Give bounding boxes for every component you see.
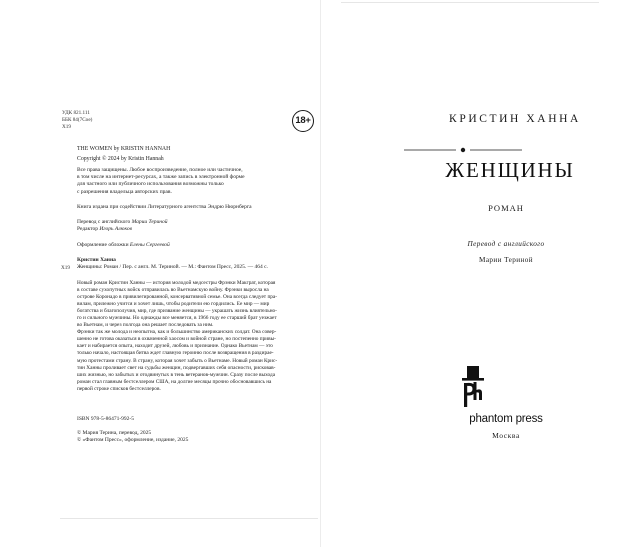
annotation-line: первой строке списков бестселлеров. bbox=[77, 385, 161, 392]
annotation-line: во Вьетнам, и через полгода она решает последовать за ним. bbox=[77, 322, 214, 329]
annotation-line: Фрэнки так же молода и неопытна, как и большинство американских солдат. Она совер- bbox=[77, 329, 277, 336]
ornamental-rule bbox=[404, 147, 522, 153]
translated-from-note: Перевод с английского bbox=[467, 240, 545, 248]
udk-line: УДК 821.111 bbox=[62, 110, 90, 116]
translator-name-title: Марии Териной bbox=[479, 256, 533, 264]
annotation-line: шенно не готова оказаться в охваченной хаосом и войной стране, но постепенно привы- bbox=[77, 336, 276, 343]
translator-label: Перевод с английского bbox=[77, 219, 132, 225]
page-bottom-line bbox=[60, 518, 318, 519]
copyright-line: © Мария Терина, перевод, 2025 bbox=[77, 430, 152, 436]
copyright-lines bbox=[77, 430, 317, 444]
annotation-line: роман стал главным бестселлером США, на долгие месяцы прочно обосновавшись на bbox=[77, 378, 272, 385]
design-label: Оформление обложки bbox=[77, 242, 130, 248]
translator-credits bbox=[77, 219, 317, 233]
annotation-line: тин Ханны проливает свет на судьбы женщин, подвергавших себя опасности, рисковав- bbox=[77, 364, 276, 371]
bbk-line: ББК 84(7Сое) bbox=[62, 117, 93, 123]
udk-block bbox=[62, 110, 92, 131]
annotation-line: острове Коронадо в привилегированной, консервативной семье. Она всегда следует пра- bbox=[77, 294, 278, 301]
annotation-line: кает и набирается опыта, находит друзей, любовь и признание. Однако Вьетнам — это bbox=[77, 343, 273, 350]
editor-label: Редактор bbox=[77, 226, 100, 233]
phantom-press-logo-icon bbox=[461, 366, 485, 408]
publisher-name: phantom press bbox=[469, 413, 543, 425]
author-code-line: Х19 bbox=[62, 124, 71, 130]
original-title: THE WOMEN by KRISTIN HANNAH bbox=[77, 146, 171, 152]
rights-line: Все права защищены. Любое воспроизведение, полное или частичное, bbox=[77, 167, 243, 173]
bib-code: Х19 bbox=[61, 265, 70, 271]
publication-city: Москва bbox=[492, 431, 520, 440]
age-rating-badge: 18+ bbox=[292, 110, 314, 132]
rights-line: в том числе на интернет-ресурсах, а также запись в электронной форме bbox=[77, 174, 245, 181]
agency-note: Книга издана при содействии Литературного агентства Эндрю Нюрнберга bbox=[77, 204, 252, 210]
bibliographic-record bbox=[77, 257, 317, 271]
annotation-line: богатства и благополучия, мир, где призвание женщины — украшать жизнь влиятельно- bbox=[77, 308, 277, 315]
annotation-line: Новый роман Кристин Ханны — история молодой медсестры Фрэнки Макграт, которая bbox=[77, 280, 276, 286]
annotation bbox=[77, 280, 317, 393]
bib-author: Кристин Ханна bbox=[77, 257, 116, 263]
annotation-line: го и сильного мужчины. Но однажды все меняется, в 1966 году ее старший брат уезжает bbox=[77, 315, 277, 322]
rights-line: с разрешения владельца авторских прав. bbox=[77, 188, 172, 195]
page-top-line bbox=[341, 2, 599, 3]
original-copyright: Copyright © 2024 by Kristin Hannah bbox=[77, 156, 164, 162]
annotation-line: вилам, прилежно учится и хочет лишь, чтобы родители ею гордились. Ее мир — мир bbox=[77, 301, 270, 308]
annotation-line: мую протестами страну. В страну, которая хочет забыть о Вьетнаме. Новый роман Крис- bbox=[77, 357, 278, 364]
cover-design-credit bbox=[77, 242, 317, 249]
bib-description: Женщины: Роман / Пер. с англ. М. Териной. — М.: Фантом Пресс, 2025. — 464 с. bbox=[77, 264, 268, 271]
isbn: ISBN 978-5-86471-992-5 bbox=[77, 416, 134, 422]
annotation-line: ших жизнью, но забытых и отодвинутых в тень ветеранов-мужчин. Сразу после выхода bbox=[77, 371, 276, 378]
rights-notice bbox=[77, 167, 317, 196]
annotation-line: в составе сухопутных войск отправилась во Вьетнамскую войну. Фрэнки выросла на bbox=[77, 287, 269, 294]
book-title: ЖЕНЩИНЫ bbox=[445, 158, 575, 182]
translator-name: Марии Териной bbox=[131, 219, 168, 225]
genre-label: РОМАН bbox=[488, 203, 524, 213]
copyright-line: © «Фантом Пресс», оформление, издание, 2025 bbox=[77, 437, 189, 444]
rights-line: для частного или публичного использования возможны только bbox=[77, 181, 224, 188]
editor-name: Игорь Алюков bbox=[99, 226, 133, 233]
design-name: Елены Сергеевой bbox=[129, 242, 170, 248]
title-page bbox=[320, 0, 640, 547]
annotation-line: только начало, настоящая битва ждет главную героиню после возвращения в раздирае- bbox=[77, 350, 274, 357]
author-name: КРИСТИН ХАННА bbox=[449, 113, 581, 125]
